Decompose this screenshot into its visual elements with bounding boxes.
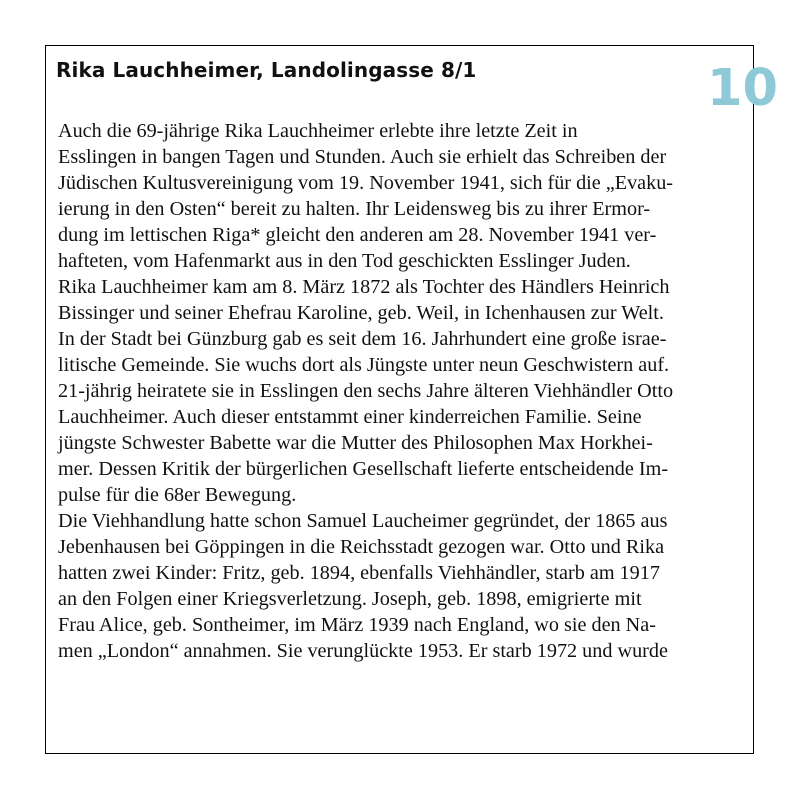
- text-line: dung im lettischen Riga* gleicht den anderen am 28. November 1941 ver-: [58, 224, 657, 246]
- text-line: litische Gemeinde. Sie wuchs dort als Jüngste unter neun Geschwistern auf.: [58, 354, 670, 376]
- text-line: Die Viehhandlung hatte schon Samuel Laucheimer gegründet, der 1865 aus: [58, 510, 668, 532]
- text-line: an den Folgen einer Kriegsverletzung. Joseph, geb. 1898, emigrierte mit: [58, 588, 642, 610]
- text-line: Lauchheimer. Auch dieser entstammt einer kinderreichen Familie. Seine: [58, 406, 642, 428]
- text-line: mer. Dessen Kritik der bürgerlichen Gesellschaft lieferte entscheidende Im-: [58, 458, 669, 480]
- text-line: hatten zwei Kinder: Fritz, geb. 1894, ebenfalls Viehhändler, starb am 1917: [58, 562, 660, 584]
- text-line: Rika Lauchheimer kam am 8. März 1872 als Tochter des Händlers Heinrich: [58, 276, 670, 298]
- page-title: Rika Lauchheimer, Landolingasse 8/1: [56, 58, 477, 82]
- text-line: Frau Alice, geb. Sontheimer, im März 1939 nach England, wo sie den Na-: [58, 614, 656, 636]
- text-line: jüngste Schwester Babette war die Mutter des Philosophen Max Horkhei-: [58, 432, 653, 454]
- text-line: pulse für die 68er Bewegung.: [58, 484, 297, 506]
- text-line: hafteten, vom Hafenmarkt aus in den Tod geschickten Esslinger Juden.: [58, 250, 631, 272]
- text-line: Bissinger und seiner Ehefrau Karoline, geb. Weil, in Ichenhausen zur Welt.: [58, 302, 664, 324]
- text-line: men „London“ annahmen. Sie verunglückte 1953. Er starb 1972 und wurde: [58, 640, 668, 662]
- text-line: Jüdischen Kultusvereinigung vom 19. November 1941, sich für die „Evaku-: [58, 172, 674, 194]
- text-line: 21-jährig heiratete sie in Esslingen den sechs Jahre älteren Viehhändler Otto: [58, 380, 674, 402]
- text-line: Jebenhausen bei Göppingen in die Reichsstadt gezogen war. Otto und Rika: [58, 536, 665, 558]
- text-line: Auch die 69-jährige Rika Lauchheimer erlebte ihre letzte Zeit in: [58, 120, 578, 142]
- page-number: 10: [707, 59, 778, 118]
- text-line: In der Stadt bei Günzburg gab es seit dem 16. Jahrhundert eine große israe-: [58, 328, 667, 350]
- text-line: ierung in den Osten“ bereit zu halten. Ihr Leidensweg bis zu ihrer Ermor-: [58, 198, 651, 220]
- body-text: [58, 118, 748, 664]
- text-line: Esslingen in bangen Tagen und Stunden. Auch sie erhielt das Schreiben der: [58, 146, 667, 168]
